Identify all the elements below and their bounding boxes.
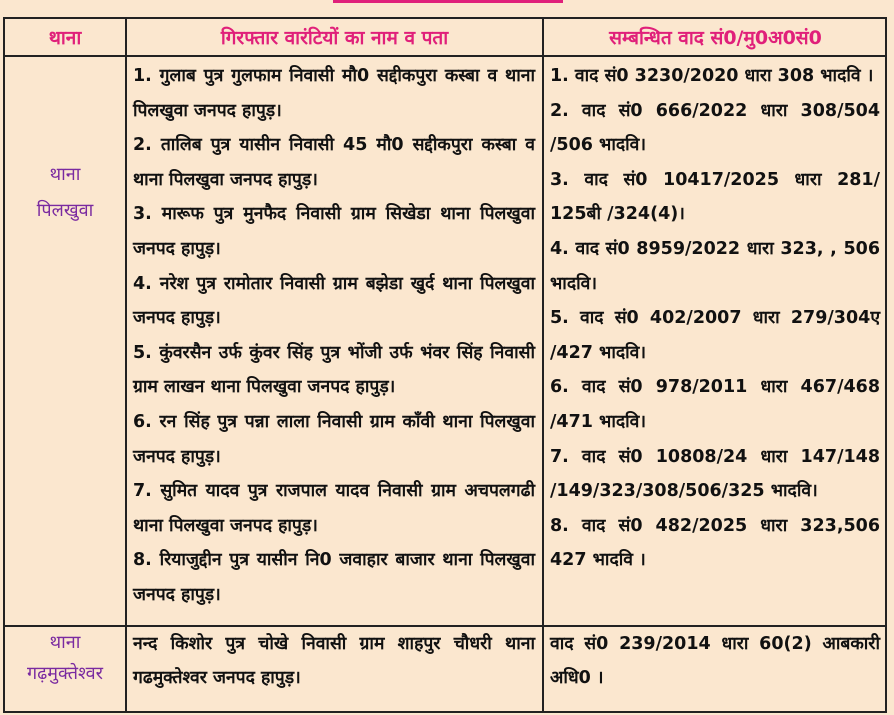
accused-list [133, 59, 535, 613]
case-entry: 2. वाद सं0 666/2022 धारा 308/504 /506 भादवि। [550, 100, 880, 156]
station-label: थाना [49, 632, 81, 653]
accused-entry: 2. तालिब पुत्र यासीन निवासी 45 मौ0 सद्दीकपुरा कस्बा व थाना पिलखुवा जनपद हापुड़। [133, 135, 535, 190]
station-label: थाना [49, 164, 81, 185]
case-entry: 4. वाद सं0 8959/2022 धारा 323, , 506 भादवि। [550, 238, 880, 294]
top-accent-bar [333, 0, 563, 3]
accused-entry: 8. रियाजुद्दीन पुत्र यासीन नि0 जवाहार बाजार थाना पिलखुवा जनपद हापुड़। [133, 550, 535, 605]
header-station: थाना [48, 27, 82, 49]
accused-entry: 1. गुलाब पुत्र गुलफाम निवासी मौ0 सद्दीकपुरा कस्बा व थाना पिलखुवा जनपद हापुड़। [133, 66, 535, 121]
accused-entry: 3. मारूफ पुत्र मुनफैद निवासी ग्राम सिखेडा थाना पिलखुवा जनपद हापुड़। [133, 204, 535, 259]
accused-entry: नन्द किशोर पुत्र चोखे निवासी ग्राम शाहपुर चौधरी थाना गढमुक्तेश्वर जनपद हापुड़। [133, 634, 535, 688]
accused-entry: 4. नरेश पुत्र रामोतार निवासी ग्राम बझेडा खुर्द थाना पिलखुवा जनपद हापुड़। [133, 273, 535, 329]
case-entry: 7. वाद सं0 10808/24 धारा 147/148 /149/323/308/506/325 भादवि। [550, 446, 880, 502]
accused-entry: 6. रन सिंह पुत्र पन्ना लाला निवासी ग्राम काँवी थाना पिलखुवा जनपद हापुड़। [133, 411, 535, 467]
station-garhmukteshwar [5, 627, 125, 689]
case-entry: 3. वाद सं0 10417/2025 धारा 281/ 125बी /324(4)। [550, 169, 880, 225]
station-name: पिलखुवा [36, 200, 94, 221]
header-accused: गिरफ्तार वारंटियों का नाम व पता [220, 27, 449, 49]
accused-entry: 5. कुंवरसैन उर्फ कुंवर सिंह पुत्र भोंजी उर्फ भंवर सिंह निवासी ग्राम लाखन थाना पिलखुवा जनपद हापुड़। [133, 342, 535, 398]
case-entry: 8. वाद सं0 482/2025 धारा 323,506 427 भादवि । [550, 515, 880, 571]
case-entry: वाद सं0 239/2014 धारा 60(2) आबकारी अधि0 । [550, 634, 880, 688]
station-pilkhuwa [5, 157, 125, 229]
case-list [550, 59, 880, 578]
header-divider [5, 55, 885, 57]
case-list [550, 627, 880, 695]
accused-list [133, 627, 535, 695]
case-entry: 5. वाद सं0 402/2007 धारा 279/304ए /427 भादवि। [550, 308, 880, 363]
case-entry: 6. वाद सं0 978/2011 धारा 467/468 /471 भादवि। [550, 377, 880, 432]
case-entry: 1. वाद सं0 3230/2020 धारा 308 भादवि । [550, 66, 874, 86]
accused-entry: 7. सुमित यादव पुत्र राजपाल यादव निवासी ग्राम अचपलगढी थाना पिलखुवा जनपद हापुड़। [133, 481, 535, 536]
column-divider [125, 19, 127, 711]
warrant-table [3, 17, 887, 713]
column-divider [542, 19, 544, 711]
station-name: गढ़मुक्तेश्वर [27, 663, 103, 684]
header-case: सम्बन्धित वाद सं0/मु0अ0सं0 [609, 27, 822, 49]
